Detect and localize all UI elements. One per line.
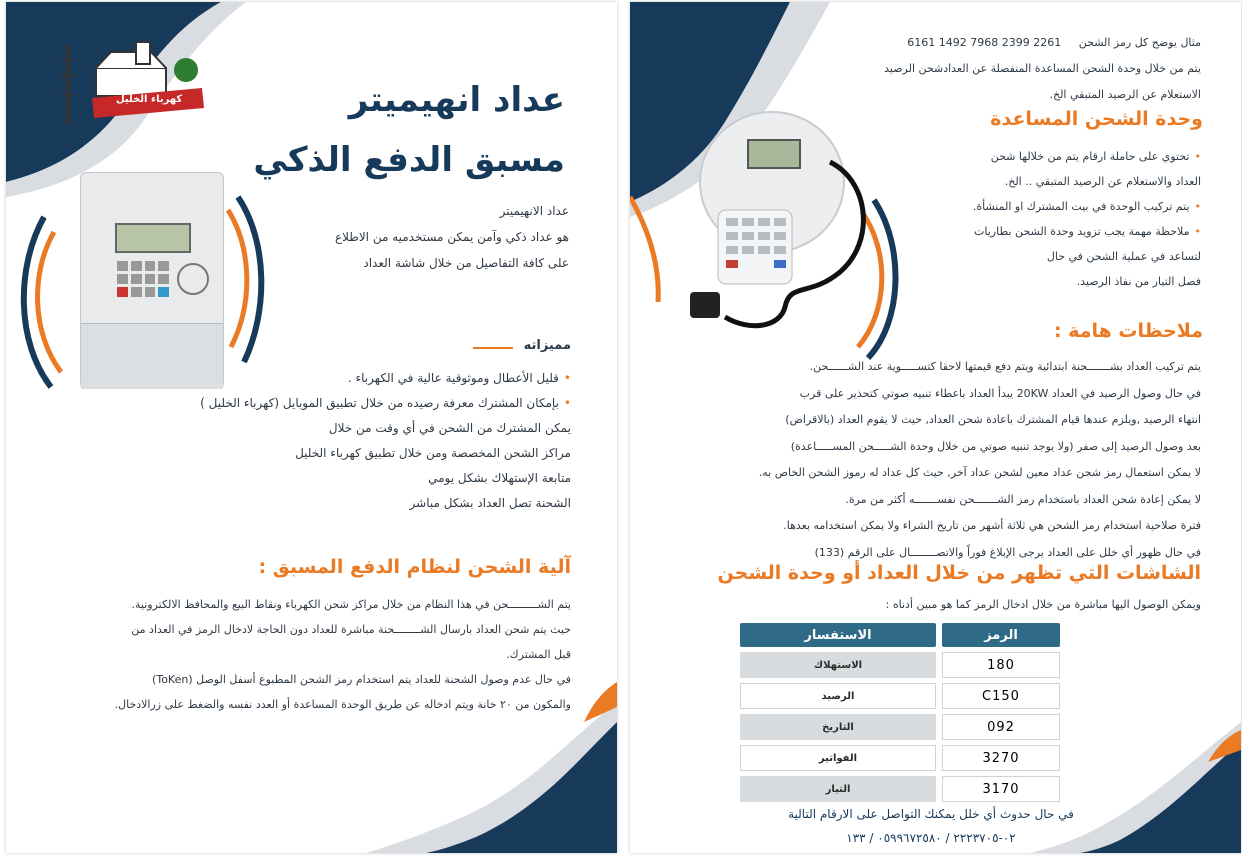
notes-heading: ملاحظات هامة : — [1053, 320, 1203, 342]
feature-item: متابعة الإستهلاك بشكل يومي — [428, 471, 571, 485]
intro-line: عداد الانهيميتر — [499, 204, 569, 218]
contact-block — [781, 802, 1081, 850]
example-label: مثال يوضح كل رمز الشحن — [1078, 36, 1201, 49]
contact-numbers: ٠٢-٢٢٢٣٧٠٥ / ٠٥٩٩٦٧٢٥٨٠ / ١٣٣ — [846, 831, 1016, 845]
column-header-code: الرمز — [942, 623, 1060, 647]
code-cell: 3270 — [942, 745, 1060, 771]
mechanism-line: في حال عدم وصول الشحنة للعداد يتم استخدام رمز الشحن المطبوع أسفل الوصل (ToKen) — [152, 673, 571, 686]
screens-heading: الشاشات التي تظهر من خلال العداد أو وحدة الشحن — [717, 562, 1201, 584]
note-item: في حال ظهور أي خلل على العداد يرجى الإبلاغ فوراً والاتصــــــــال على الرقم (133) — [814, 545, 1201, 559]
mechanism-line: يتم الشـــــــــحن في هذا النظام من خلال مراكز شحن الكهرباء ونقاط البيع والمحافظ الالكترونية. — [131, 598, 571, 611]
note-item: انتهاء الرصيد ,ويلزم عندها قيام المشترك باعادة شحن العداد, حيث لا يقوم العداد (بالاقراض) — [785, 413, 1201, 426]
codes-table — [734, 618, 1066, 807]
features-heading — [473, 338, 571, 353]
table-row — [740, 683, 1060, 709]
aux-item: • يتم تركيب الوحدة في بيت المشترك او المنشأة. — [891, 194, 1201, 219]
table-row — [740, 652, 1060, 678]
aux-list — [891, 144, 1201, 294]
intro-line: على كافة التفاصيل من خلال شاشة العداد — [363, 256, 569, 270]
intro-line: هو عداد ذكي وآمن يمكن مستخدميه من الاطلاع — [334, 230, 569, 244]
notes-list — [661, 354, 1201, 566]
features-list — [141, 366, 571, 516]
aux-item: • ملاحظة مهمة يجب تزويد وحدة الشحن بطاريات — [891, 219, 1201, 244]
feature-item: • قليل الأعطال وموثوقية عالية في الكهرباء . — [141, 366, 571, 391]
features-heading-text: مميزاته — [523, 338, 571, 353]
feature-item: الشحنة تصل العداد بشكل مباشر — [409, 496, 571, 510]
aux-item: العداد والاستعلام عن الرصيد المتبقي .. الخ. — [1004, 175, 1201, 188]
inquiry-cell: الفواتير — [740, 745, 936, 771]
mechanism-heading: آلية الشحن لنظام الدفع المسبق : — [258, 556, 571, 578]
table-header-row — [740, 623, 1060, 647]
feature-item: مراكز الشحن المخصصة ومن خلال تطبيق كهرباء الخليل — [295, 446, 571, 460]
aux-heading: وحدة الشحن المساعدة — [990, 108, 1203, 130]
mechanism-line: قبل المشترك. — [506, 648, 571, 661]
company-logo — [56, 40, 211, 130]
intro-text — [279, 198, 569, 276]
feature-item: • بإمكان المشترك معرفة رصيده من خلال تطبيق الموبايل (كهرباء الخليل ) — [141, 391, 571, 416]
example-code: 2261 2399 7968 1492 6161 — [907, 36, 1062, 49]
heading-underline — [473, 347, 513, 349]
inquiry-cell: التيار — [740, 776, 936, 802]
table-row — [740, 714, 1060, 740]
column-header-inquiry: الاستفسار — [740, 623, 936, 647]
logo-text: كهرباء الخليل — [116, 94, 183, 105]
inquiry-cell: التاريخ — [740, 714, 936, 740]
screens-subheading: ويمكن الوصول اليها مباشرة من خلال ادخال الرمز كما هو مبين أدناه : — [885, 598, 1201, 611]
note-item: لا يمكن استعمال رمز شحن عداد معين لشحن عداد آخر, حيث كل عداد له رموز الشحن الخاص به. — [758, 466, 1201, 479]
contact-line: في حال حدوث أي خلل يمكنك التواصل على الارقام التالية — [788, 807, 1074, 821]
code-cell: 092 — [942, 714, 1060, 740]
note-item: لا يمكن إعادة شحن العداد باستخدام رمز الشـــــــحن نفســـــــه أكثر من مرة. — [845, 492, 1201, 506]
aux-item: فصل التيار من نفاذ الرصيد. — [1076, 275, 1201, 288]
feature-item: يمكن المشترك من الشحن في أي وقت من خلال — [328, 421, 571, 435]
top-line: الاستعلام عن الرصيد المتبقي الخ. — [1049, 88, 1201, 101]
table-row — [740, 745, 1060, 771]
top-text — [771, 30, 1201, 108]
code-cell: C150 — [942, 683, 1060, 709]
note-item: فترة صلاحية استخدام رمز الشحن هي ثلاثة أشهر من تاريخ الشراء ولا يمكن استخدامه بعدها. — [783, 519, 1201, 532]
left-page — [6, 2, 617, 853]
inquiry-cell: الاستهلاك — [740, 652, 936, 678]
title-line-2: مسبق الدفع الذكي — [253, 140, 565, 180]
note-item: في حال وصول الرصيد في العداد 20KW يبدأ العداد باعطاء تنبيه صوتي كتحذير على قرب — [799, 386, 1201, 400]
right-page — [630, 2, 1241, 853]
mechanism-line: حيث يتم شحن العداد بارسال الشــــــــحنة مباشرة للعداد دون الحاجة لادخال الرمز في العداد من — [131, 623, 571, 636]
meter-display — [115, 223, 191, 253]
aux-item: لتساعد في عملية الشحن في حال — [1046, 250, 1201, 263]
note-item: يتم تركيب العداد بشـــــــحنة ابتدائية ويتم دفع قيمتها لاحقا كتســـــوية عند الشــــــحن. — [809, 360, 1201, 373]
example-line — [771, 30, 1201, 56]
note-item: بعد وصول الرصيد إلى صفر (ولا يوجد تنبيه صوتي من خلال وحدة الشـــــحن المســـــاعدة) — [790, 439, 1201, 453]
meter-keypad — [117, 261, 169, 297]
inquiry-cell: الرصيد — [740, 683, 936, 709]
mechanism-line: والمكون من ٢٠ خانة ويتم ادخاله عن طريق الوحدة المساعدة أو العدد نفسه والضغط على زرالادخال. — [114, 698, 571, 711]
page-title — [245, 70, 565, 190]
code-cell: 180 — [942, 652, 1060, 678]
aux-item: • تحتوي على حاملة ارقام يتم من خلالها شحن — [891, 144, 1201, 169]
table-row — [740, 776, 1060, 802]
meter-dial — [177, 263, 209, 295]
meter-image — [80, 172, 224, 389]
top-line: يتم من خلال وحدة الشحن المساعدة المنفصلة عن العدادشحن الرصيد — [884, 62, 1201, 75]
mechanism-text — [11, 592, 571, 717]
charger-image — [680, 102, 880, 342]
code-cell: 3170 — [942, 776, 1060, 802]
title-line-1: عداد انهيميتر — [348, 80, 565, 120]
